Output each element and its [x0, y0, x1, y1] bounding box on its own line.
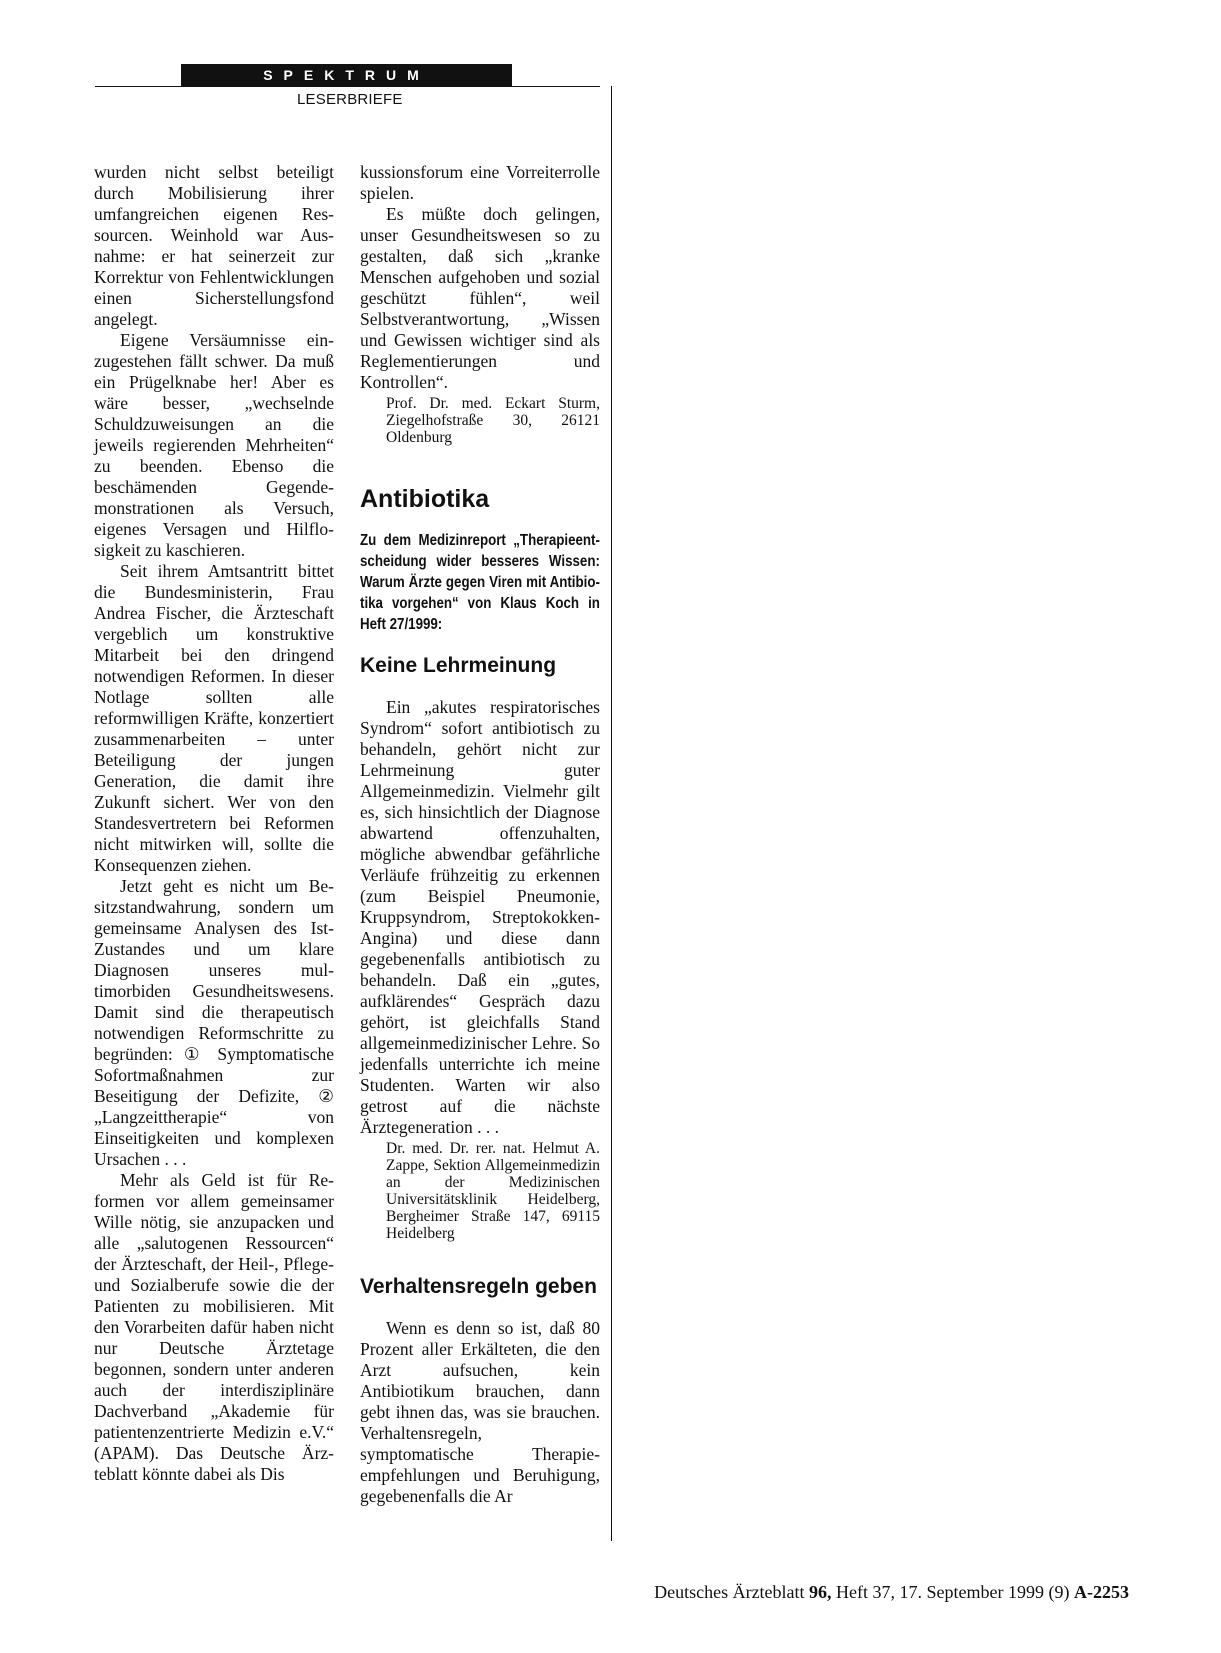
journal-name: Deutsches Ärzteblatt — [654, 1582, 805, 1602]
page-footer — [654, 1582, 1129, 1603]
section-subtitle: LESERBRIEFE — [297, 91, 403, 108]
issue-info: Heft 37, 17. September 1999 (9) — [836, 1582, 1070, 1602]
paragraph: Es müßte doch gelingen, unser Gesundheitswesen so zu gestalten, daß sich „kranke Menschen aufgehoben und sozial geschützt fühlen“, weil Selbstverantwortung, „Wissen und Gewissen wichtiger sind als Reglementierungen und Kontrollen“. — [360, 204, 600, 392]
topic-heading: Antibiotika — [360, 485, 490, 513]
paragraph: Seit ihrem Amtsantritt bittet die Bundesministerin, Frau Andrea Fischer, die Ärzteschaft vergeblich um konstruktive Mitarbeit bei den dringend notwendigen Reformen. In dieser Notlage sollten alle reformwilligen Kräfte, konzertiert zusammenarbeiten – unter Beteiligung der jungen Generation, die damit ihre Zukunft sichert. Wer von den Standesvertretern bei Reformen nicht mitwirken will, sollte die Konsequenzen ziehen. — [94, 561, 334, 875]
letter-signature: Prof. Dr. med. Eckart Sturm, Ziegelhofstraße 30, 26121 Oldenburg — [386, 395, 600, 446]
header-rule — [95, 86, 600, 87]
letter-signature: Dr. med. Dr. rer. nat. Helmut A. Zappe, Sektion Allgemeinmedizin an der Medizinischen Universitätsklinik Heidelberg, Bergheimer Straße 147, 69115 Heidelberg — [386, 1140, 600, 1242]
page-number: A-2253 — [1074, 1582, 1129, 1602]
journal-volume: 96, — [809, 1582, 832, 1602]
section-header-bar: SPEKTRUM — [181, 64, 512, 86]
paragraph: Jetzt geht es nicht um Besitzstandwahrung, sondern um gemeinsame Analysen des Ist-Zustandes und um klare Diagnosen unseres multimorbiden Gesundheitswesens. Damit sind die therapeutisch notwendigen Reformschritte zu begründen: ① Symptomatische Sofortmaßnahmen zur Beseitigung der Defizite, ② „Langzeittherapie“ von Einseitigkeiten und komplexen Ursachen . . . — [94, 876, 334, 1169]
letter-heading: Keine Lehrmeinung — [360, 654, 557, 677]
paragraph: wurden nicht selbst beteiligt durch Mobilisierung ihrer umfangreichen eigenen Ressourcen. Weinhold war Ausnahme: er hat seinerzeit zur Korrektur von Fehlentwicklungen einen Sicherstellungsfond angelegt. — [94, 162, 334, 329]
left-column — [94, 162, 334, 1485]
paragraph: Ein „akutes respiratorisches Syndrom“ sofort antibiotisch zu behandeln, gehört nicht zur Lehrmeinung guter Allgemeinmedizin. Vielmehr gilt es, sich hinsichtlich der Diagnose abwartend offenzuhalten, mögliche abwendbar gefährliche Verläufe frühzeitig zu erkennen (zum Beispiel Pneumonie, Kruppsyndrom, Streptokokken-Angina) und diese dann gegebenenfalls antibiotisch zu behandeln. Daß ein „gutes, aufklärendes“ Gespräch dazu gehört, ist gleichfalls Stand allgemeinmedizinischer Lehre. So jedenfalls unterrichte ich meine Studenten. Warten wir also getrost auf die nächste Ärztegeneration . . . — [360, 697, 600, 1137]
right-column — [360, 162, 600, 1507]
column-divider — [611, 86, 612, 1541]
paragraph: Eigene Versäumnisse einzugestehen fällt schwer. Da muß ein Prügelknabe her! Aber es wäre besser, „wechselnde Schuldzuweisungen an die jeweils regierenden Mehrheiten“ zu beenden. Ebenso die beschämenden Gegendemonstrationen als Versuch, eigenes Versagen und Hilflosigkeit zu kaschieren. — [94, 330, 334, 560]
letter-heading: Verhaltensregeln geben — [360, 1275, 597, 1298]
topic-intro: Zu dem Medizinreport „Therapieentscheidung wider besseres Wissen: Warum Ärzte gegen Viren mit Antibiotika vorgehen“ von Klaus Koch in Heft 27/1999: — [360, 532, 600, 633]
paragraph: Wenn es denn so ist, daß 80 Prozent aller Erkälteten, die den Arzt aufsuchen, kein Antibiotikum brauchen, dann gebt ihnen das, was sie brauchen. Verhaltensregeln, symptomatische Therapieempfehlungen und Beruhigung, gegebenenfalls die Ar — [360, 1318, 600, 1506]
paragraph: kussionsforum eine Vorreiterrolle spielen. — [360, 162, 600, 203]
paragraph: Mehr als Geld ist für Reformen vor allem gemeinsamer Wille nötig, sie anzupacken und alle „salutogenen Ressourcen“ der Ärzteschaft, der Heil-, Pflege- und Sozialberufe sowie die der Patienten zu mobilisieren. Mit den Vorarbeiten dafür haben nicht nur Deutsche Ärztetage begonnen, sondern unter anderen auch der interdisziplinäre Dachverband „Akademie für patientenzentrierte Medizin e.V.“ (APAM). Das Deutsche Ärzteblatt könnte dabei als Dis — [94, 1170, 334, 1484]
